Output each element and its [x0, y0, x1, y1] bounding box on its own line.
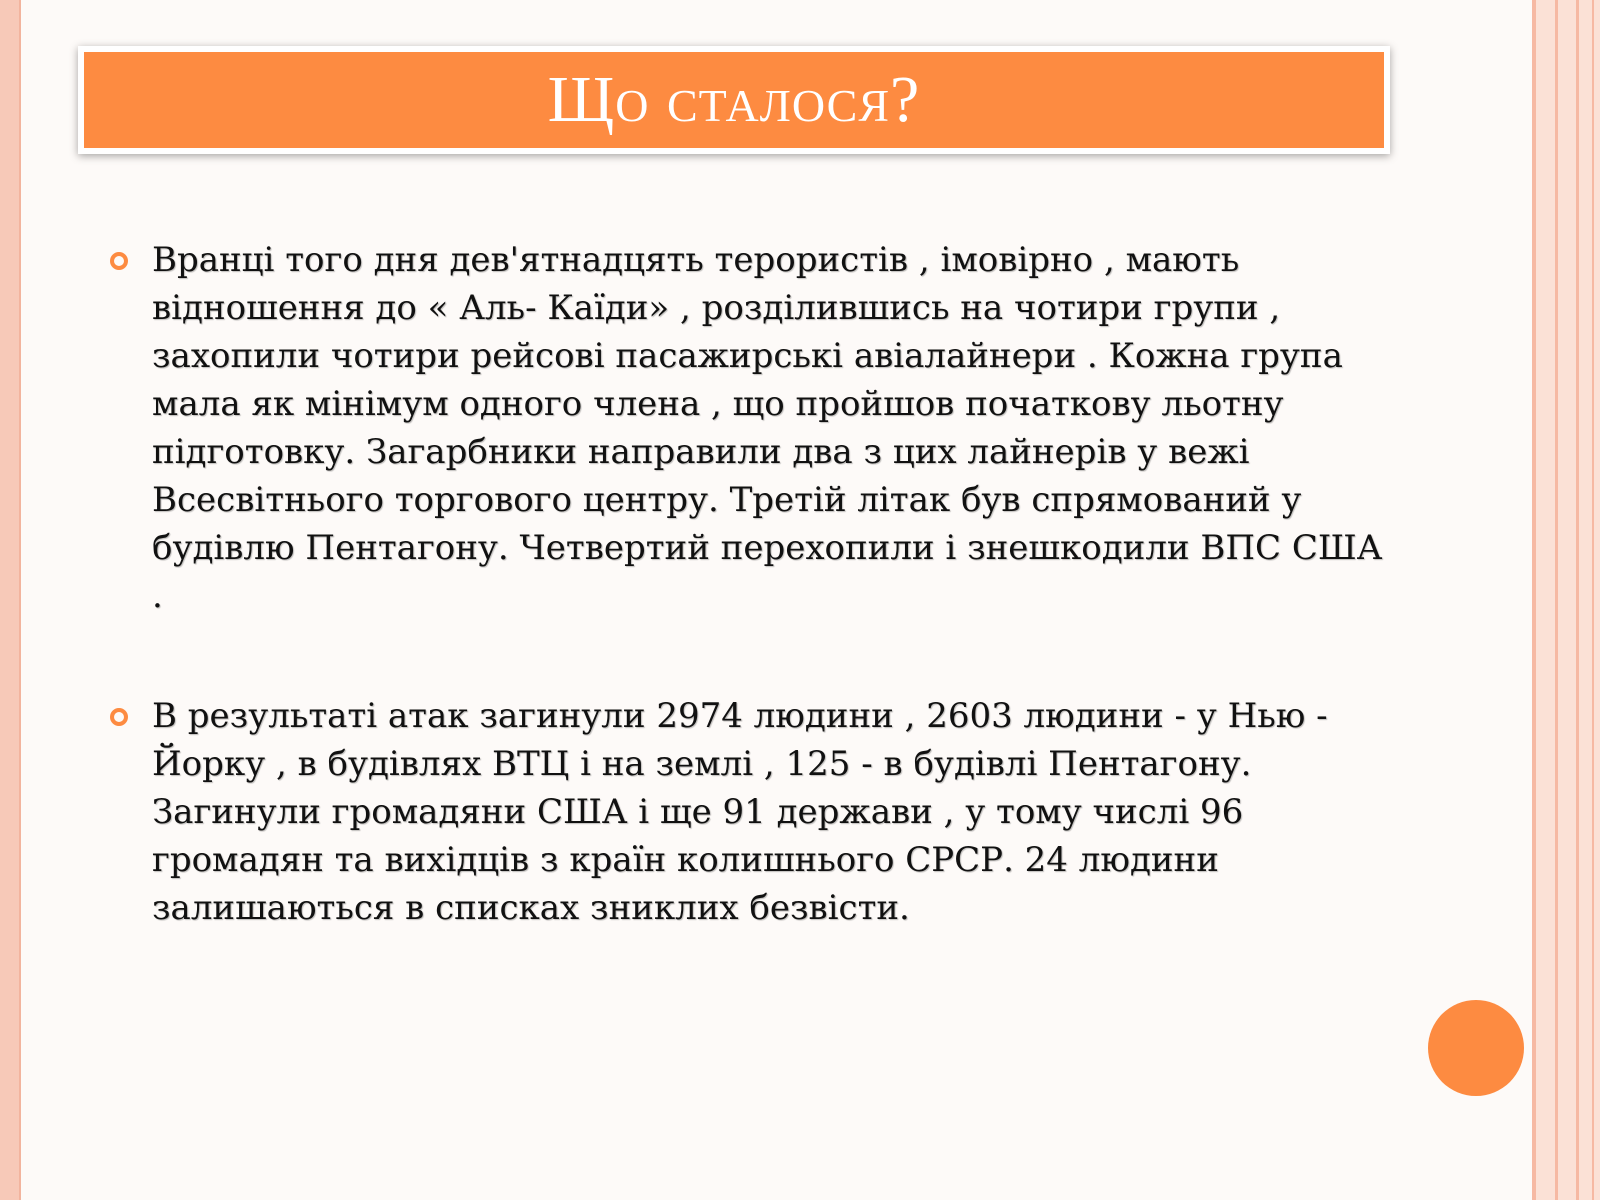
bullet-item [104, 692, 1394, 932]
slide-content [104, 236, 1394, 1004]
bullet-item [104, 236, 1394, 620]
bullet-text: В результаті атак загинули 2974 людини , 2603 людини - у Нью - Йорку , в будівлях ВТЦ і на землі , 125 - в будівлі Пентагону. Загинули громадяни США і ще 91 держави , у тому числі 96 громадян та вихідців з країн колишнього СРСР. 24 людини залишаються в списках зниклих безвісти. [152, 696, 1328, 928]
bullet-circle-icon [110, 252, 128, 270]
right-border-band [1532, 0, 1600, 1200]
right-border-line [1555, 0, 1558, 1200]
right-border-line [1592, 0, 1594, 1200]
title-frame [78, 46, 1390, 154]
right-border-line [1532, 0, 1536, 1200]
bullet-text: Вранці того дня дев'ятнадцять терористів , імовірно , мають відношення до « Аль- Каїди» , розділившись на чотири групи , захопили чотири рейсові пасажирські авіалайнери . Кожна група мала як мінімум одного члена , що пройшов початкову льотну підготовку. Загарбники направили два з цих лайнерів у вежі Всесвітнього торгового центру. Третій літак був спрямований у будівлю Пентагону. Четвертий перехопили і знешкодили ВПС США . [152, 240, 1383, 616]
bullet-circle-icon [110, 708, 128, 726]
decorative-circle [1428, 1000, 1524, 1096]
left-border-line [19, 0, 21, 1200]
slide-title: Що сталося? [547, 63, 921, 136]
left-border-stripe [0, 0, 19, 1200]
right-border-line [1576, 0, 1579, 1200]
title-bar [84, 52, 1384, 148]
